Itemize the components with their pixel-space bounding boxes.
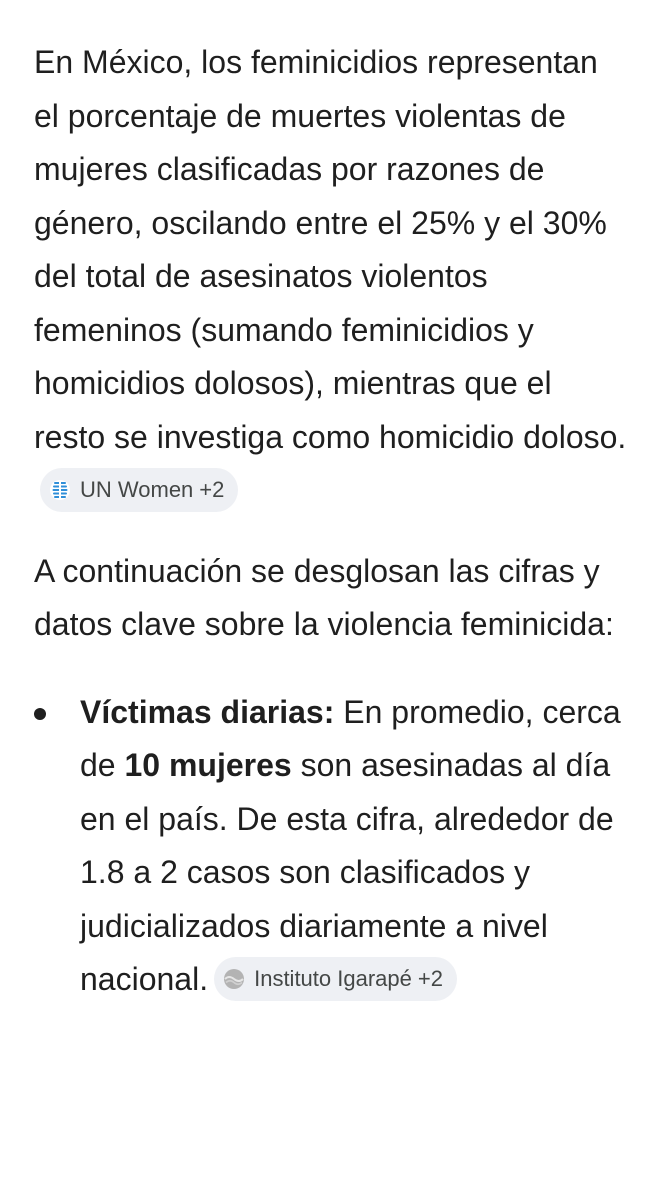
source-chip-instituto-igarape[interactable] <box>214 957 457 1001</box>
source-chip-count: +2 <box>199 476 225 502</box>
bullet-text: En promedio, cerca de <box>80 693 621 783</box>
list-item <box>34 686 632 1007</box>
instituto-igarape-logo-icon <box>223 968 245 990</box>
source-chip-label: UN Women <box>80 476 194 502</box>
paragraph-text: En México, los feminicidios representan el porcentaje de muertes violentas de mujeres clasificadas por razones de género, oscilando entre el 25% y el 30% del total de asesinatos violentos femeninos (sumando feminicidios y homicidios dolosos), mientras que el resto se investiga como homicidio doloso. <box>34 44 627 455</box>
paragraph-feminicide-percentage <box>34 36 632 518</box>
source-chip-un-women[interactable] <box>40 468 238 512</box>
bullet-icon <box>34 708 46 720</box>
source-chip-label: Instituto Igarapé <box>254 965 412 991</box>
bullet-text-continued: son asesinadas al día en el país. De esta cifra, alrededor de 1.8 a 2 casos son clasificados y judicializados diariamente a nivel nacional. <box>80 747 614 997</box>
un-women-logo-icon <box>49 479 71 501</box>
key-data-list <box>34 686 632 1007</box>
bullet-bold-figure: 10 mujeres <box>124 747 292 783</box>
paragraph-intro-list: A continuación se desglosan las cifras y datos clave sobre la violencia feminicida: <box>34 552 614 642</box>
source-chip-count: +2 <box>417 965 443 991</box>
bullet-lead: Víctimas diarias: <box>80 693 335 730</box>
